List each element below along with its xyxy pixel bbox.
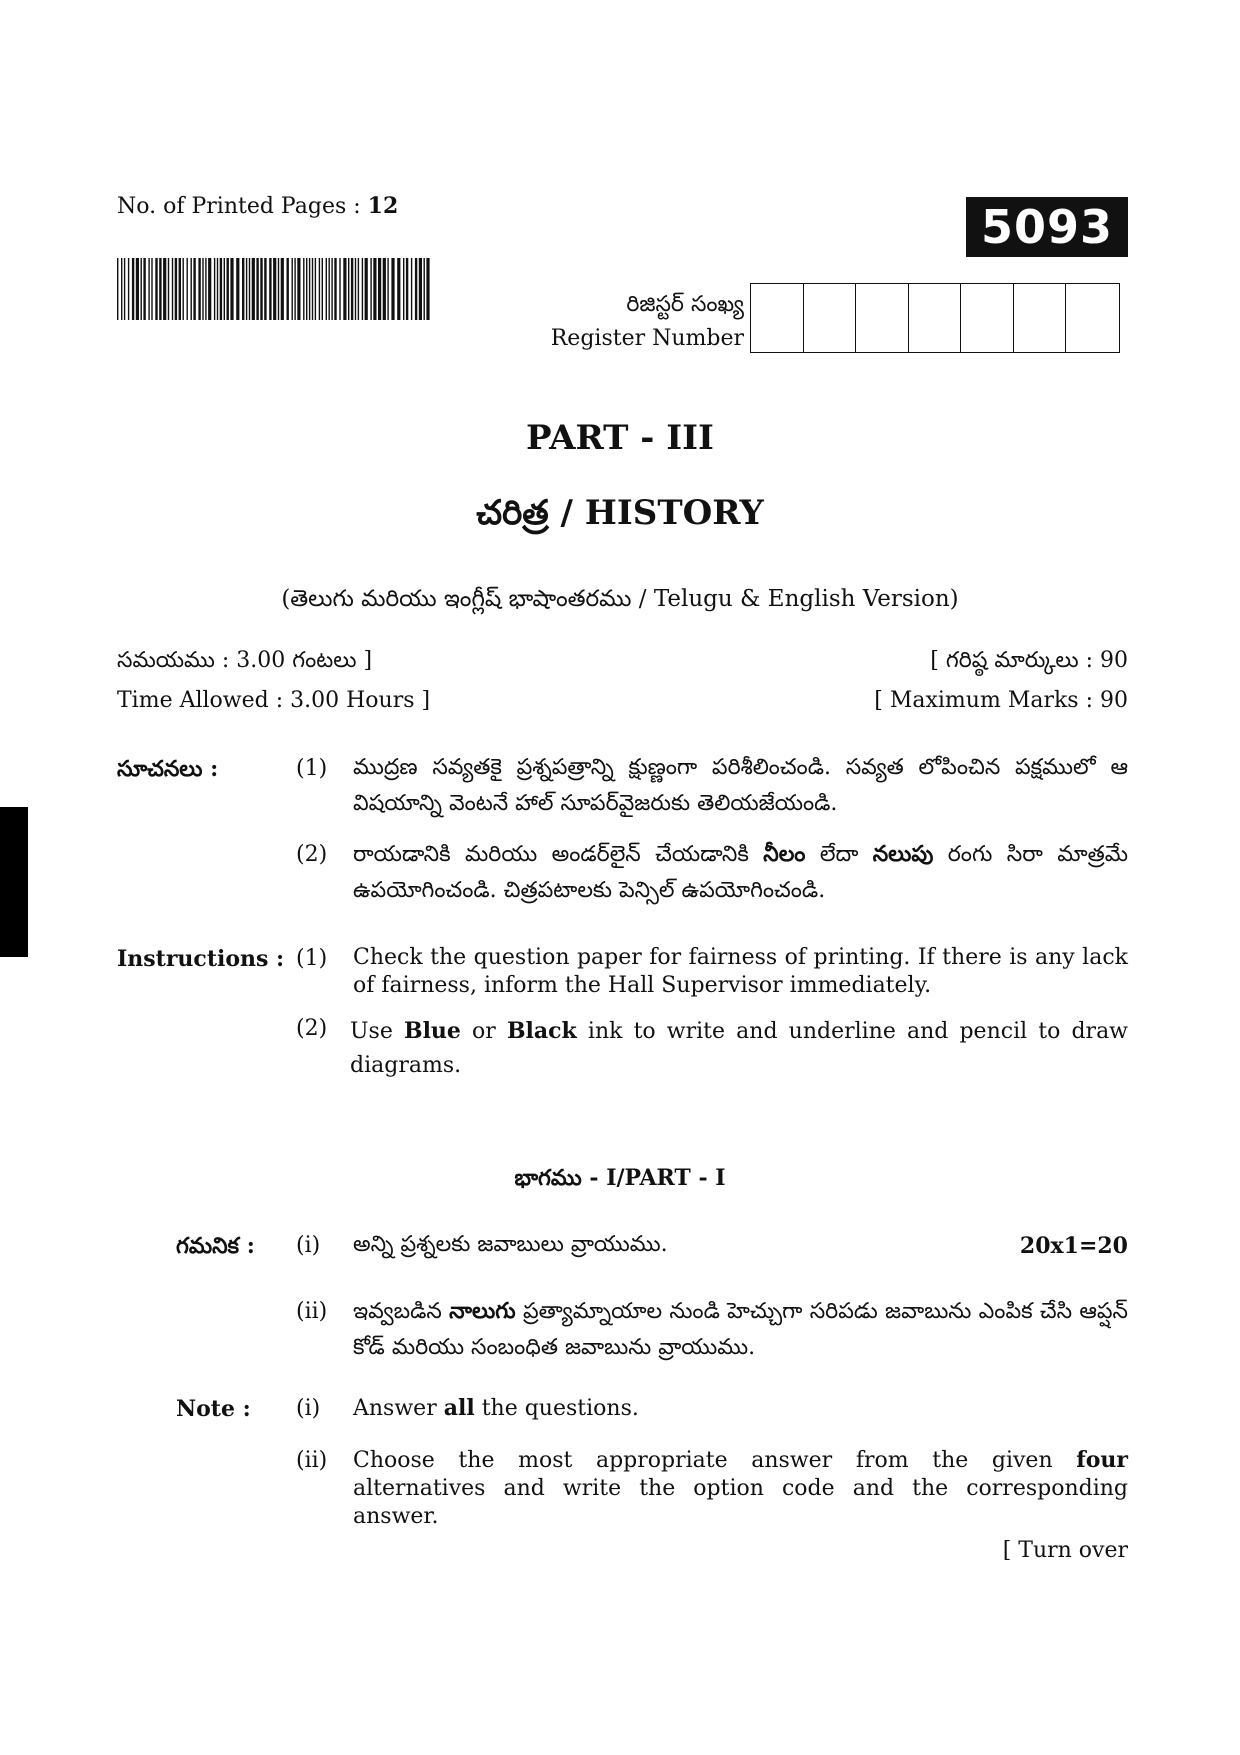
register-digit-box[interactable] xyxy=(1066,284,1119,352)
note-te-label: గమనిక : xyxy=(176,1233,255,1259)
register-number-label: రిజిస్టర్ సంఖ్య Register Number xyxy=(550,292,744,351)
instruction-te-2: రాయడానికి మరియు అండర్‌లైన్ చేయడానికి నీలం లేదా నలుపు రంగు సిరా మాత్రమే ఉపయోగించండి. చిత్రపటాలకు పెన్సిల్ ఉపయోగించండి. xyxy=(353,841,1128,903)
register-digit-box[interactable] xyxy=(909,284,962,352)
page-edge-mark xyxy=(0,807,28,957)
instruction-te-1: ముద్రణ సవ్యతకై ప్రశ్నపత్రాన్ని క్షుణ్ణంగా పరిశీలించండి. సవ్యత లోపించిన పక్షములో ఆ విషయాన్ని వెంటనే హాల్ సూపర్‌వైజరుకు తెలియజేయండి. xyxy=(353,755,1128,816)
note-en-1: Answer all the questions. xyxy=(353,1395,639,1421)
note-en-label: Note : xyxy=(176,1396,251,1422)
paper-code: 5093 xyxy=(966,197,1128,257)
printed-pages: No. of Printed Pages : 12 xyxy=(117,193,399,219)
register-digit-box[interactable] xyxy=(1014,284,1067,352)
note-en-number: (i) xyxy=(296,1396,321,1421)
max-marks-te: [ గరిష్ఠ మార్కులు : 90 xyxy=(930,648,1128,673)
note-te-1: అన్ని ప్రశ్నలకు జవాబులు వ్రాయుము. xyxy=(353,1232,668,1257)
part1-heading: భాగము - I/PART - I xyxy=(514,1165,726,1191)
instructions-en-label: Instructions : xyxy=(117,946,285,972)
note-te-number: (i) xyxy=(296,1233,321,1258)
part1-marks: 20x1=20 xyxy=(1019,1233,1128,1259)
instructions-te-label: సూచనలు : xyxy=(117,756,219,782)
time-allowed-te: సమయము : 3.00 గంటలు ] xyxy=(117,648,373,673)
note-te-number: (ii) xyxy=(296,1299,328,1324)
version-line: (తెలుగు మరియు ఇంగ్లీష్ భాషాంతరము / Telugu & English Version) xyxy=(281,586,959,612)
barcode-image xyxy=(117,258,431,320)
note-en-number: (ii) xyxy=(296,1448,328,1473)
instruction-en-1: Check the question paper for fairness of printing. If there is any lack of fairness, inform the Hall Supervisor immediately. xyxy=(353,945,1128,998)
register-digit-box[interactable] xyxy=(751,284,804,352)
instruction-te-number: (1) xyxy=(296,756,328,781)
printed-pages-count: 12 xyxy=(367,193,399,219)
note-en-2: Choose the most appropriate answer from the given four alternatives and write the option code and the corresponding answer. xyxy=(353,1447,1128,1529)
register-digit-box[interactable] xyxy=(856,284,909,352)
subject-title: చరిత్ర / HISTORY xyxy=(476,493,764,533)
register-digit-box[interactable] xyxy=(961,284,1014,352)
part-title: PART - III xyxy=(526,418,714,458)
note-te-2: ఇవ్వబడిన నాలుగు ప్రత్యామ్నాయాల నుండి హెచ్చుగా సరిపడు జవాబును ఎంపిక చేసి ఆప్షన్ కోడ్ మరియు సంబంధిత జవాబును వ్రాయుము. xyxy=(353,1298,1128,1360)
instruction-en-2: Use Blue or Black ink to write and underline and pencil to draw diagrams. xyxy=(350,1018,1129,1078)
instruction-en-number: (2) xyxy=(296,1016,328,1041)
time-allowed-en: Time Allowed : 3.00 Hours ] xyxy=(117,688,431,713)
register-number-boxes[interactable] xyxy=(750,283,1120,353)
instruction-en-number: (1) xyxy=(296,946,328,971)
turn-over-label: [ Turn over xyxy=(1002,1538,1128,1563)
register-digit-box[interactable] xyxy=(804,284,857,352)
max-marks-en: [ Maximum Marks : 90 xyxy=(874,688,1128,713)
instruction-te-number: (2) xyxy=(296,842,328,867)
